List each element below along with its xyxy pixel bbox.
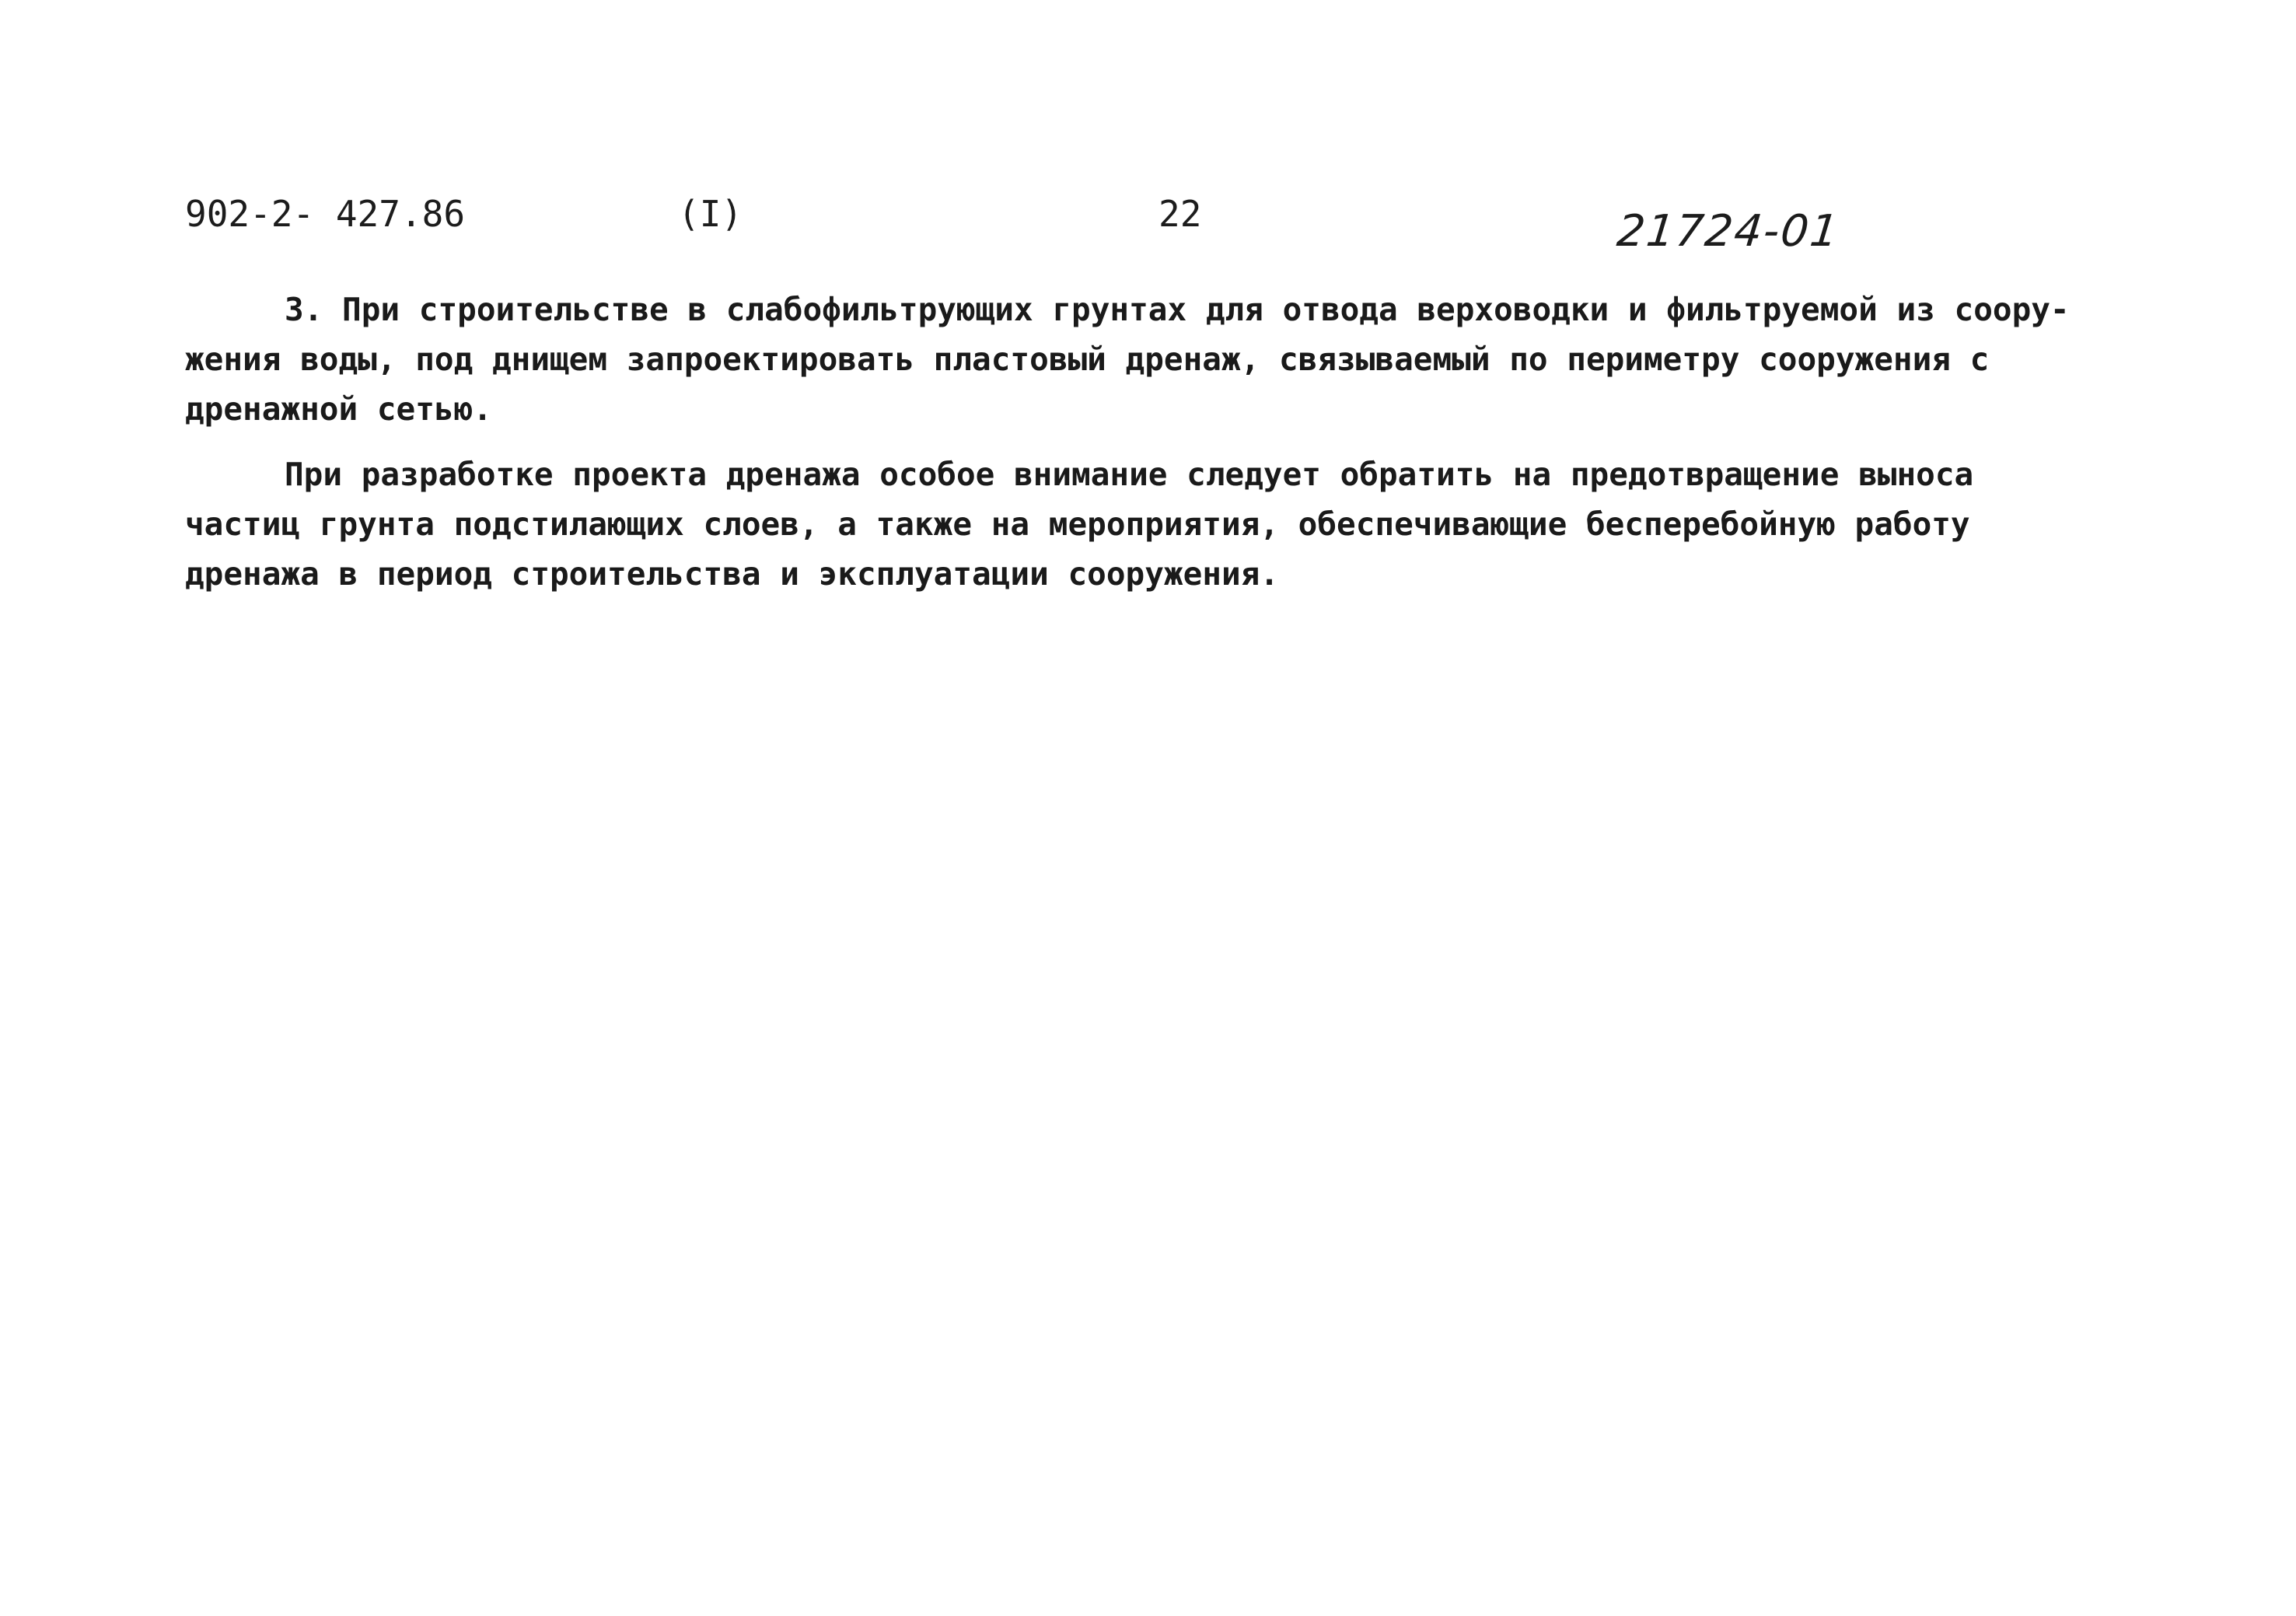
paragraph-line: дренажной сетью. — [185, 390, 492, 428]
paragraph-drainage-design — [185, 449, 2175, 599]
document-code: 902-2- 427.86 — [185, 193, 466, 235]
paragraph-line: частиц грунта подстилающих слоев, а также на мероприятия, обеспечивающие бесперебойную работу — [185, 505, 1970, 543]
inventory-number: 21724-01 — [1614, 206, 1843, 257]
paragraph-line: 3. При строительстве в слабофильтрующих грунтах для отвода верховодки и фильтруемой из соору- — [285, 291, 2070, 328]
paragraph-line: жения воды, под днищем запроектировать пластовый дренаж, связываемый по периметру сооружения с — [185, 341, 1990, 378]
page-number: 22 — [1158, 193, 1202, 235]
part-number: (I) — [678, 193, 743, 235]
paragraph-drainage-layer — [185, 285, 2175, 434]
paragraph-line: При разработке проекта дренажа особое внимание следует обратить на предотвращение выноса — [285, 456, 1974, 493]
paragraph-line: дренажа в период строительства и эксплуатации сооружения. — [185, 555, 1279, 593]
